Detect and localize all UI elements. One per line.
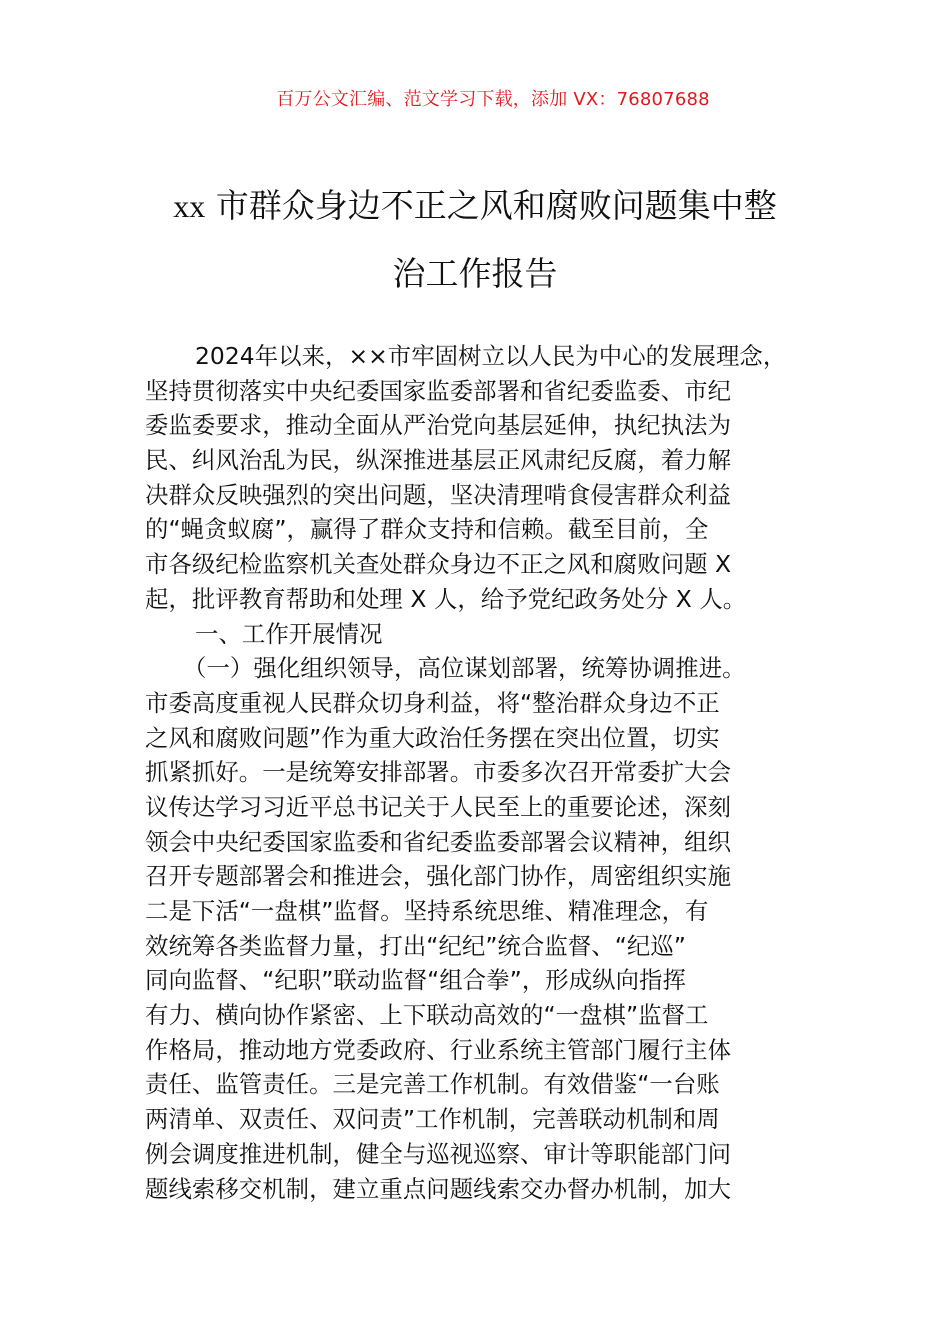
paragraph-line: 议传达学习习近平总书记关于人民至上的重要论述，深刻	[145, 792, 732, 821]
paragraph-line: 效统筹各类监督力量，打出“纪纪”统合监督、“纪巡”	[145, 931, 686, 960]
paragraph-line: 的“蝇贪蚁腐”，赢得了群众支持和信赖。截至目前，全	[145, 515, 709, 544]
paragraph-line: 两清单、双责任、双问责”工作机制，完善联动机制和周	[145, 1105, 720, 1134]
paragraph-line: 市各级纪检监察机关查处群众身边不正之风和腐败问题 X	[145, 550, 732, 579]
paragraph-line: 例会调度推进机制，健全与巡视巡察、审计等职能部门问	[145, 1139, 732, 1168]
paragraph-line: 决群众反映强烈的突出问题，坚决清理啃食侵害群众利益	[145, 480, 732, 509]
subsection-heading: （一）强化组织领导，高位谋划部署，统筹协调推进。	[183, 654, 746, 683]
paragraph-line: 市委高度重视人民群众切身利益，将“整治群众身边不正	[145, 688, 720, 717]
document-body	[145, 339, 845, 1206]
title-prefix: xx	[173, 188, 206, 224]
paragraph-line: 二是下活“一盘棋”监督。坚持系统思维、精准理念，有	[145, 897, 709, 925]
paragraph-line: 委监委要求，推动全面从严治党向基层延伸，执纪执法为	[145, 411, 732, 440]
document-title-line-1	[0, 180, 950, 227]
paragraph-line: 起，批评教育帮助和处理 X 人，给予党纪政务处分 X 人。	[145, 584, 747, 613]
paragraph-line: 领会中央纪委国家监委和省纪委监委部署会议精神，组织	[145, 827, 732, 856]
paragraph-line: 抓紧抓好。一是统筹安排部署。市委多次召开常委扩大会	[145, 758, 732, 787]
paragraph-line: 同向监督、“纪职”联动监督“组合拳”，形成纵向指挥	[145, 966, 686, 995]
paragraph-line: 2024年以来，××市牢固树立以人民为中心的发展理念，	[195, 342, 787, 370]
paragraph-line: 之风和腐败问题”作为重大政治任务摆在突出位置，切实	[145, 723, 720, 752]
paragraph-line: 责任、监管责任。三是完善工作机制。有效借鉴“一台账	[145, 1070, 720, 1099]
paragraph-line: 有力、横向协作紧密、上下联动高效的“一盘棋”监督工	[145, 1001, 709, 1030]
paragraph-line: 民、纠风治乱为民，纵深推进基层正风肃纪反腐，着力解	[145, 446, 732, 475]
paragraph-line: 题线索移交机制，建立重点问题线索交办督办机制，加大	[145, 1174, 732, 1203]
paragraph-line: 坚持贯彻落实中央纪委国家监委部署和省纪委监委、市纪	[145, 376, 732, 405]
paragraph-line: 作格局，推动地方党委政府、行业系统主管部门履行主体	[145, 1035, 732, 1064]
title-text: 市群众身边不正之风和腐败问题集中整	[215, 186, 777, 225]
paragraph-line: 召开专题部署会和推进会，强化部门协作，周密组织实施	[145, 862, 732, 891]
watermark-header: 百万公文汇编、范文学习下载，添加 VX：76807688	[276, 89, 710, 110]
document-title-line-2: 治工作报告	[392, 254, 558, 293]
section-heading: 一、工作开展情况	[195, 619, 383, 648]
